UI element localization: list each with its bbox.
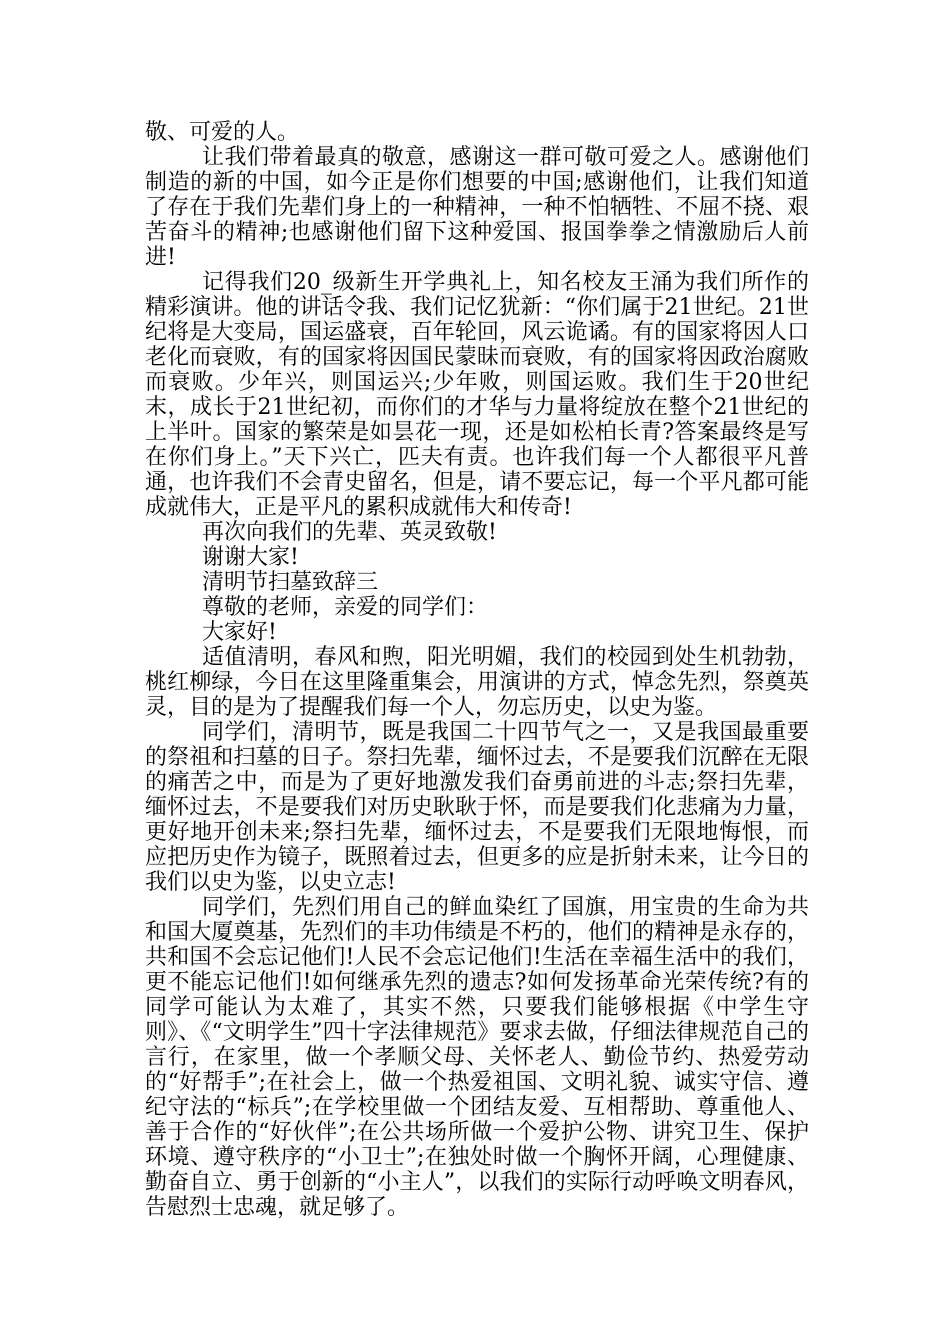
section-title: 清明节扫墓致辞三 bbox=[202, 570, 379, 595]
document-body bbox=[145, 120, 809, 1220]
paragraph-thanks: 谢谢大家! bbox=[202, 545, 299, 570]
paragraph-qingming: 同学们，清明节，既是我国二十四节气之一，又是我国最重要的祭祖和扫墓的日子。祭扫先辈，缅怀过去，不是要我们沉醉在无限的痛苦之中，而是为了更好地激发我们奋勇前进的斗志;祭扫先辈，缅怀过去，不是要我们对历史耿耿于怀，而是要我们化悲痛为力量，更好地开创未来;祭扫先辈，缅怀过去，不是要我们无限地悔恨，而应把历史作为镜子，既照着过去，但更多的应是折射未来，让今日的我们以史为鉴，以史立志! bbox=[145, 720, 809, 895]
paragraph-gratitude: 让我们带着最真的敬意，感谢这一群可敬可爱之人。感谢他们制造的新的中国，如今正是你们想要的中国;感谢他们，让我们知道了存在于我们先辈们身上的一种精神，一种不怕牺牲、不屈不挠、艰苦奋斗的精神;也感谢他们留下这种爱国、报国拳拳之情激励后人前进! bbox=[145, 145, 809, 270]
paragraph-continuation: 敬、可爱的人。 bbox=[145, 120, 300, 145]
paragraph-salute: 再次向我们的先辈、英灵致敬! bbox=[202, 520, 497, 545]
greeting: 大家好! bbox=[202, 620, 277, 645]
paragraph-martyrs: 同学们，先烈们用自己的鲜血染红了国旗，用宝贵的生命为共和国大厦奠基，先烈们的丰功伟绩是不朽的，他们的精神是永存的，共和国不会忘记他们!人民不会忘记他们!生活在幸福生活中的我们，更不能忘记他们!如何继承先烈的遗志?如何发扬革命光荣传统?有的同学可能认为太难了，其实不然，只要我们能够根据《中学生守则》、《“文明学生”四十字法律规范》要求去做，仔细法律规范自己的言行，在家里，做一个孝顺父母、关怀老人、勤俭节约、热爱劳动的“好帮手”;在社会上，做一个热爱祖国、文明礼貌、诚实守信、遵纪守法的“标兵”;在学校里做一个团结友爱、互相帮助、尊重他人、善于合作的“好伙伴”;在公共场所做一个爱护公物、讲究卫生、保护环境、遵守秩序的“小卫士”;在独处时做一个胸怀开阔，心理健康、勤奋自立、勇于创新的“小主人”，以我们的实际行动呼唤文明春风，告慰烈士忠魂，就足够了。 bbox=[145, 895, 809, 1220]
paragraph-speech-memory: 记得我们20_级新生开学典礼上，知名校友王涌为我们所作的精彩演讲。他的讲话令我、我们记忆犹新：“你们属于21世纪。21世纪将是大变局，国运盛衰，百年轮回，风云诡谲。有的国家将因人口老化而衰败，有的国家将因国民蒙昧而衰败，有的国家将因政治腐败而衰败。少年兴，则国运兴;少年败，则国运败。我们生于20世纪末，成长于21世纪初，而你们的才华与力量将绽放在整个21世纪的上半叶。国家的繁荣是如昙花一现，还是如松柏长青?答案最终是写在你们身上。”天下兴亡，匹夫有责。也许我们每一个人都很平凡普通，也许我们不会青史留名，但是，请不要忘记，每一个平凡都可能成就伟大，正是平凡的累积成就伟大和传奇! bbox=[145, 270, 809, 520]
paragraph-opening: 适值清明，春风和煦，阳光明媚，我们的校园到处生机勃勃，桃红柳绿，今日在这里隆重集会，用演讲的方式，悼念先烈，祭奠英灵，目的是为了提醒我们每一个人，勿忘历史，以史为鉴。 bbox=[145, 645, 809, 720]
salutation: 尊敬的老师，亲爱的同学们： bbox=[202, 595, 489, 620]
